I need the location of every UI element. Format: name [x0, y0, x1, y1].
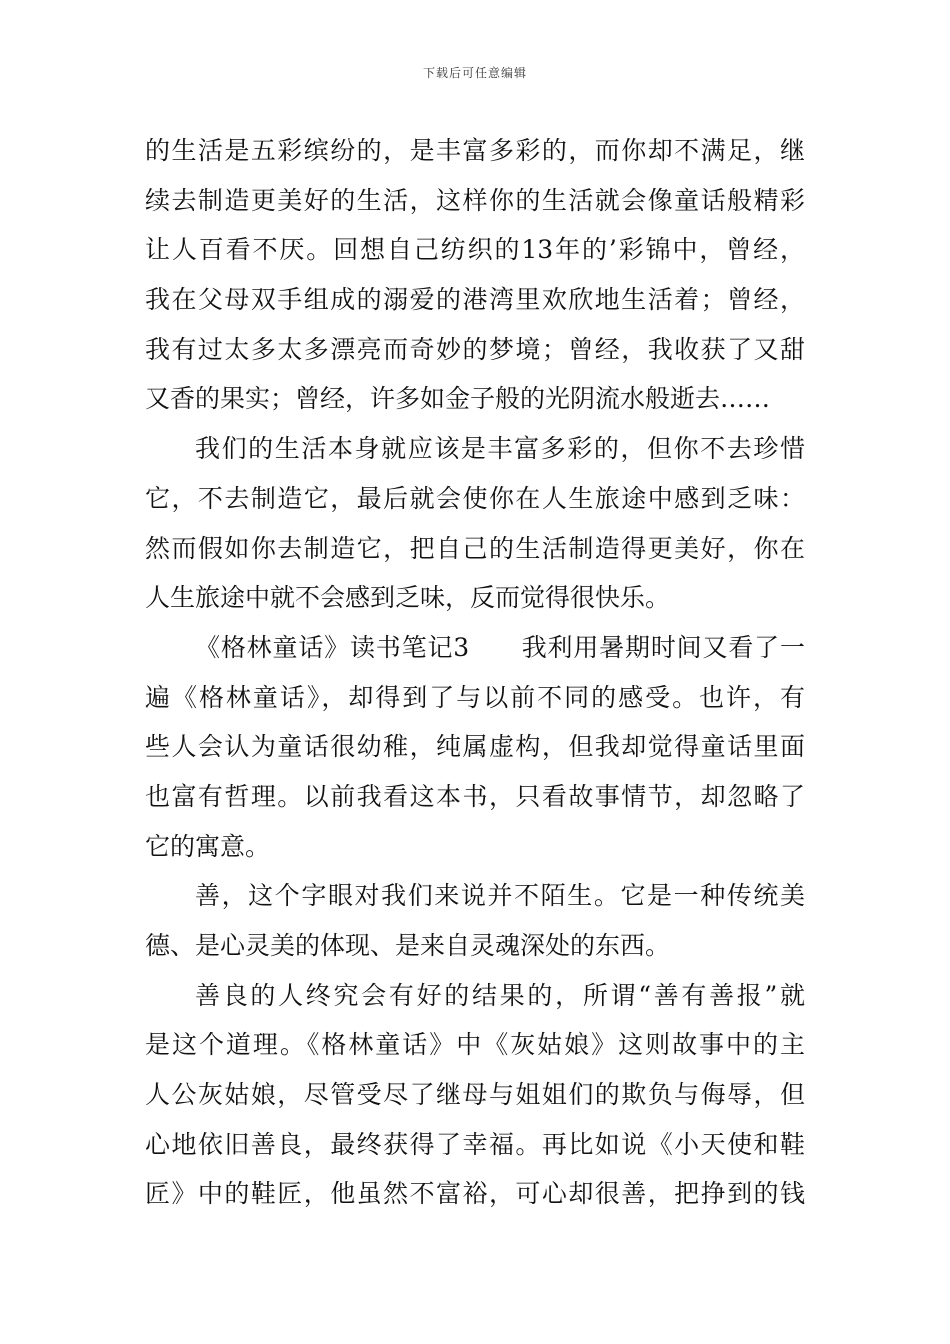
text-line: 人生旅途中就不会感到乏味，反而觉得很快乐。 — [145, 583, 671, 613]
text-line: 让人百看不厌。回想自己纺织的13年的’彩锦中，曾经， — [145, 235, 805, 265]
text-line: 我在父母双手组成的溺爱的港湾里欢欣地生活着；曾经， — [145, 285, 805, 315]
text-line: 人公灰姑娘，尽管受尽了继母与姐姐们的欺负与侮辱，但 — [145, 1080, 805, 1110]
text-line: 匠》中的鞋匠，他虽然不富裕，可心却很善，把挣到的钱 — [145, 1179, 805, 1209]
text-line: 些人会认为童话很幼稚，纯属虚构，但我却觉得童话里面 — [145, 732, 805, 762]
document-body — [145, 126, 805, 1219]
text-line: 善良的人终究会有好的结果的，所谓“善有善报”就 — [195, 980, 805, 1010]
text-line: 遍《格林童话》，却得到了与以前不同的感受。也许，有 — [145, 682, 805, 712]
text-line: 又香的果实；曾经，许多如金子般的光阴流水般逝去…… — [145, 384, 771, 414]
text-line: 善，这个字眼对我们来说并不陌生。它是一种传统美 — [195, 881, 805, 911]
text-line: 德、是心灵美的体现、是来自灵魂深处的东西。 — [145, 931, 671, 960]
text-line: 心地依旧善良，最终获得了幸福。再比如说《小天使和鞋 — [145, 1129, 805, 1159]
page-header: 下载后可任意编辑 — [422, 66, 527, 80]
text-line: 续去制造更美好的生活，这样你的生活就会像童话般精彩 — [145, 185, 805, 215]
text-line: 的生活是五彩缤纷的，是丰富多彩的，而你却不满足，继 — [145, 136, 805, 165]
text-line: 我们的生活本身就应该是丰富多彩的，但你不去珍惜 — [195, 434, 805, 464]
text-line: 我有过太多太多漂亮而奇妙的梦境；曾经，我收获了又甜 — [145, 334, 805, 364]
text-line: 它，不去制造它，最后就会使你在人生旅途中感到乏味： — [145, 483, 805, 513]
text-line: 它的寓意。 — [145, 831, 271, 861]
text-line: 《格林童话》读书笔记3 我利用暑期时间又看了一 — [195, 632, 805, 662]
text-line: 是这个道理。《格林童话》中《灰姑娘》这则故事中的主 — [145, 1030, 805, 1060]
text-line: 然而假如你去制造它，把自己的生活制造得更美好，你在 — [145, 533, 805, 563]
text-line: 也富有哲理。以前我看这本书，只看故事情节，却忽略了 — [145, 781, 805, 811]
